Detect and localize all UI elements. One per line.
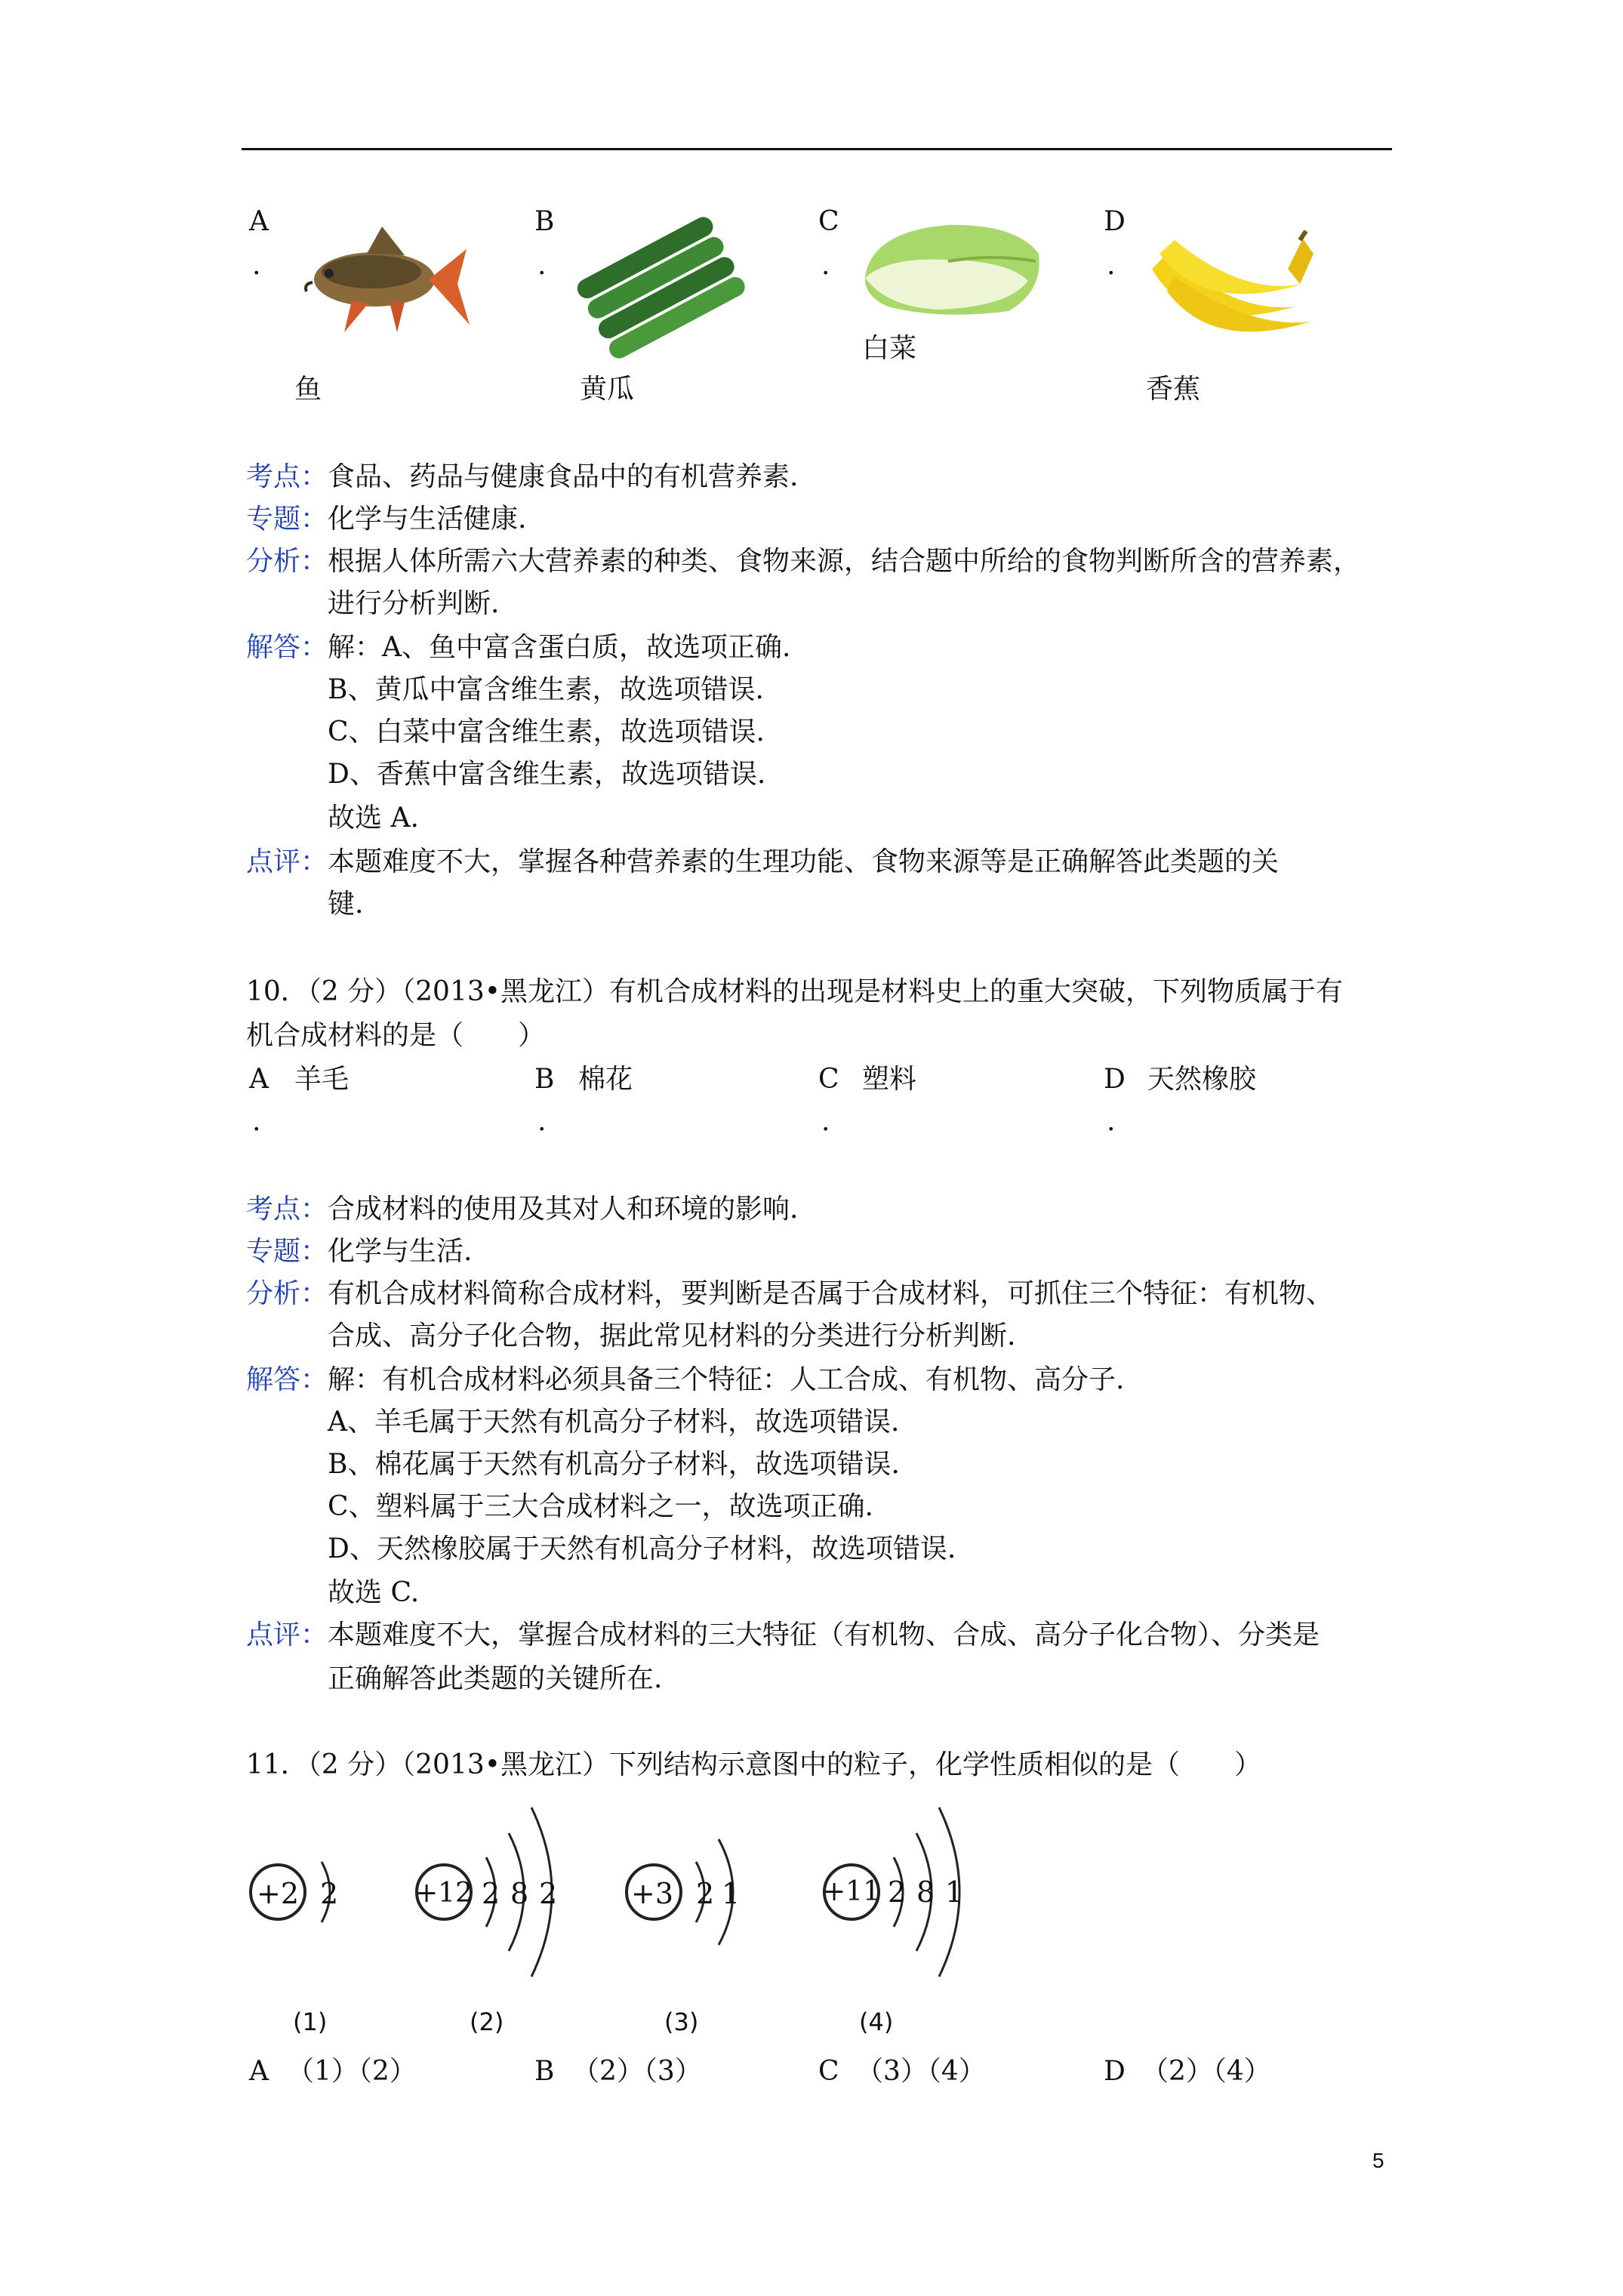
q10-zhuanti: 化学与生活. [328, 1236, 473, 1267]
diagram-label: (1) [293, 2008, 328, 2036]
q9-jieda-label: 解答： [246, 632, 328, 663]
q10-kaodian-label: 考点： [246, 1194, 328, 1225]
option-dot: . [1107, 1106, 1116, 1137]
option-dot: . [821, 250, 830, 281]
q10-option-c-text: 塑料 [862, 1064, 917, 1095]
fish-image [299, 219, 473, 347]
q10-option-b-text: 棉花 [578, 1064, 633, 1095]
nucleus-charge: +3 [631, 1877, 674, 1910]
q10-dianping-line: 本题难度不大，掌握合成材料的三大特征（有机物、合成、高分子化合物）、分类是 [328, 1620, 1320, 1650]
q9-fenxi-line: 根据人体所需六大营养素的种类、食物来源，结合题中所给的食物判断所含的营养素， [328, 546, 1361, 577]
q10-fenxi-line: 合成、高分子化合物，据此常见材料的分类进行分析判断. [328, 1321, 1016, 1351]
q10-zhuanti-label: 专题： [246, 1236, 328, 1267]
q9-fenxi-line: 进行分析判断. [328, 588, 500, 619]
q10-dianping-label: 点评： [246, 1620, 328, 1650]
option-dot: . [252, 250, 261, 281]
electron-count: 1 [722, 1877, 741, 1910]
q9-option-a-letter: A [249, 206, 269, 237]
q9-option-c-letter: C [818, 206, 839, 237]
option-dot: . [821, 1106, 830, 1137]
q11-option-c-text: （3）（4） [856, 2056, 986, 2087]
q10-stem-line: 机合成材料的是（ ） [246, 1020, 546, 1051]
q10-option-d-text: 天然橡胶 [1147, 1064, 1257, 1095]
q10-option-d-letter: D [1104, 1064, 1126, 1095]
option-dot: . [1107, 250, 1116, 281]
q9-option-b-letter: B [534, 206, 555, 237]
q10-jieda-line: B、棉花属于天然有机高分子材料，故选项错误. [328, 1449, 900, 1480]
q9-kaodian: 食品、药品与健康食品中的有机营养素. [328, 461, 799, 492]
electron-count: 2 [482, 1877, 500, 1910]
q10-jieda-label: 解答： [246, 1364, 328, 1395]
q10-jieda-line: C、塑料属于三大合成材料之一，故选项正确. [328, 1491, 873, 1522]
q9-jieda-line: D、香蕉中富含维生素，故选项错误. [328, 759, 766, 790]
page-number: 5 [1372, 2149, 1384, 2172]
option-dot: . [537, 250, 547, 281]
q11-option-c-letter: C [818, 2056, 839, 2087]
q10-fenxi-label: 分析： [246, 1278, 328, 1309]
cabbage-image [858, 208, 1046, 322]
q9-jieda-line: C、白菜中富含维生素，故选项错误. [328, 717, 765, 747]
q10-option-a-letter: A [249, 1064, 269, 1095]
cucumber-image [575, 214, 741, 350]
q9-option-a-caption: 鱼 [294, 374, 322, 405]
q10-kaodian: 合成材料的使用及其对人和环境的影响. [328, 1194, 799, 1225]
q10-jieda-line: A、羊毛属于天然有机高分子材料，故选项错误. [328, 1407, 900, 1438]
q9-dianping-label: 点评： [246, 846, 328, 877]
q11-option-d-text: （2）（4） [1141, 2056, 1271, 2087]
header-rule [242, 148, 1392, 150]
q11-option-a-letter: A [249, 2056, 269, 2087]
electron-count: 8 [510, 1877, 529, 1910]
q9-option-d-letter: D [1104, 206, 1126, 237]
q11-option-a-text: （1）（2） [287, 2056, 417, 2087]
electron-count: 8 [916, 1875, 935, 1909]
diagram-label: (2) [470, 2008, 504, 2036]
q9-option-c-caption: 白菜 [862, 333, 917, 364]
nucleus-charge: +12 [415, 1878, 473, 1909]
option-dot: . [537, 1106, 547, 1137]
q9-jieda-line: 故选 A. [328, 803, 419, 834]
q9-zhuanti-label: 专题： [246, 504, 328, 535]
electron-count: 1 [945, 1875, 964, 1909]
q9-jieda-line: 解：A、鱼中富含蛋白质，故选项正确. [328, 632, 791, 663]
q9-kaodian-label: 考点： [246, 461, 328, 492]
diagram-label: (4) [859, 2008, 894, 2036]
q10-option-a-text: 羊毛 [294, 1064, 350, 1095]
q10-jieda-line: 故选 C. [328, 1577, 420, 1608]
diagram-label: (3) [664, 2008, 699, 2036]
q11-stem: 11．（2 分）（2013•黑龙江）下列结构示意图中的粒子，化学性质相似的是（ ） [246, 1749, 1262, 1780]
q10-option-b-letter: B [534, 1064, 555, 1095]
q10-stem-line: 10．（2 分）（2013•黑龙江）有机合成材料的出现是材料史上的重大突破，下列物质属于有 [246, 976, 1344, 1007]
q11-option-d-letter: D [1104, 2056, 1126, 2087]
q10-dianping-line: 正确解答此类题的关键所在. [328, 1663, 663, 1694]
q10-option-c-letter: C [818, 1064, 839, 1095]
q10-jieda-line: D、天然橡胶属于天然有机高分子材料，故选项错误. [328, 1533, 956, 1564]
banana-image [1144, 223, 1326, 352]
electron-count: 2 [696, 1877, 715, 1910]
q9-option-d-caption: 香蕉 [1146, 374, 1201, 405]
q9-dianping-line: 键. [328, 889, 364, 920]
q9-option-b-caption: 黄瓜 [580, 374, 635, 405]
q11-option-b-letter: B [534, 2056, 555, 2087]
option-dot: . [252, 1106, 261, 1137]
nucleus-charge: +2 [257, 1877, 300, 1910]
electron-count: 2 [539, 1877, 558, 1910]
q9-fenxi-label: 分析： [246, 546, 328, 577]
q10-fenxi-line: 有机合成材料简称合成材料，要判断是否属于合成材料，可抓住三个特征：有机物、 [328, 1278, 1334, 1309]
q9-dianping-line: 本题难度不大，掌握各种营养素的生理功能、食物来源等是正确解答此类题的关 [328, 846, 1280, 877]
q9-jieda-line: B、黄瓜中富含维生素，故选项错误. [328, 674, 764, 705]
nucleus-charge: +11 [823, 1876, 880, 1907]
electron-count: 2 [888, 1875, 907, 1909]
q9-zhuanti: 化学与生活健康. [328, 504, 527, 535]
electron-count: 2 [320, 1877, 339, 1910]
q10-jieda-line: 解：有机合成材料必须具备三个特征：人工合成、有机物、高分子. [328, 1364, 1125, 1395]
q11-option-b-text: （2）（3） [572, 2056, 702, 2087]
